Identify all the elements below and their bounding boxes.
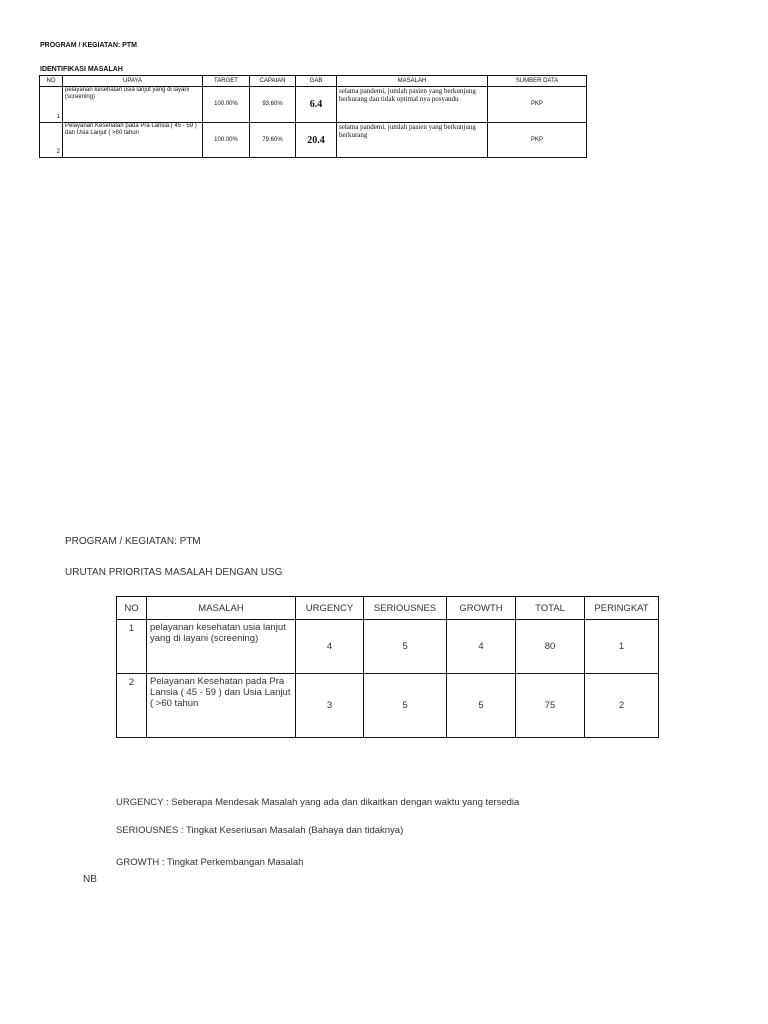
cell-masalah: selama pandemi, jumlah pasien yang berkunjung berkurang dan tidak optimal nya posyandu (337, 87, 488, 123)
cell-growth: 4 (447, 620, 516, 674)
cell-gab: 20.4 (296, 123, 337, 158)
cell-capaian: 93.60% (250, 87, 296, 123)
cell-seriousnes: 5 (364, 674, 447, 738)
top-program-title: PROGRAM / KEGIATAN: PTM (40, 42, 137, 49)
top-section-subtitle: IDENTIFIKASI MASALAH (40, 66, 123, 73)
bottom-section-subtitle: URUTAN PRIORITAS MASALAH DENGAN USG (65, 567, 283, 578)
bottom-program-title: PROGRAM / KEGIATAN: PTM (65, 536, 201, 547)
table-row (40, 87, 587, 123)
header-no: NO (117, 597, 147, 620)
header-target: TARGET (203, 76, 250, 87)
cell-masalah: pelayanan kesehatan usia lanjut yang di layani (screening) (147, 620, 296, 674)
cell-target: 100.00% (203, 87, 250, 123)
header-no: NO (40, 76, 63, 87)
cell-upaya: Pelayanan Kesehatan pada Pra Lansia ( 45 - 59 ) dan Usia Lanjut ( >60 tahun (63, 123, 203, 158)
nb-label: NB (83, 874, 97, 885)
cell-sumber-data: PKP (488, 123, 587, 158)
cell-masalah: Pelayanan Kesehatan pada Pra Lansia ( 45 - 59 ) dan Usia Lanjut ( >60 tahun (147, 674, 296, 738)
header-growth: GROWTH (447, 597, 516, 620)
cell-no: 2 (117, 674, 147, 738)
cell-gab: 6.4 (296, 87, 337, 123)
cell-masalah: selama pandemi, jumlah pasien yang berkunjung berkurang (337, 123, 488, 158)
table-header-row (40, 76, 587, 87)
cell-total: 75 (516, 674, 585, 738)
cell-capaian: 79.60% (250, 123, 296, 158)
header-masalah: MASALAH (147, 597, 296, 620)
cell-upaya: pelayanan kesehatan usia lanjut yang di layani (screening) (63, 87, 203, 123)
usg-priority-table (116, 596, 659, 738)
seriousnes-definition: SERIOUSNES : Tingkat Keseriusan Masalah (Bahaya dan tidaknya) (116, 825, 404, 836)
cell-sumber-data: PKP (488, 87, 587, 123)
identifikasi-masalah-table (39, 75, 587, 158)
cell-urgency: 3 (296, 674, 364, 738)
table-header-row (117, 597, 659, 620)
cell-growth: 5 (447, 674, 516, 738)
cell-no: 1 (40, 87, 63, 123)
cell-seriousnes: 5 (364, 620, 447, 674)
cell-peringkat: 2 (585, 674, 659, 738)
cell-no: 2 (40, 123, 63, 158)
table-row (40, 123, 587, 158)
urgency-definition: URGENCY : Seberapa Mendesak Masalah yang ada dan dikaitkan dengan waktu yang tersedia (116, 797, 520, 808)
header-total: TOTAL (516, 597, 585, 620)
cell-total: 80 (516, 620, 585, 674)
table-row (117, 674, 659, 738)
cell-no: 1 (117, 620, 147, 674)
header-masalah: MASALAH (337, 76, 488, 87)
table-row (117, 620, 659, 674)
header-gab: GAB (296, 76, 337, 87)
cell-urgency: 4 (296, 620, 364, 674)
header-upaya: UPAYA (63, 76, 203, 87)
cell-peringkat: 1 (585, 620, 659, 674)
header-sumber-data: SUMBER DATA (488, 76, 587, 87)
header-urgency: URGENCY (296, 597, 364, 620)
header-peringkat: PERINGKAT (585, 597, 659, 620)
cell-target: 100.00% (203, 123, 250, 158)
header-seriousnes: SERIOUSNES (364, 597, 447, 620)
header-capaian: CAPAIAN (250, 76, 296, 87)
growth-definition: GROWTH : Tingkat Perkembangan Masalah (116, 857, 304, 868)
